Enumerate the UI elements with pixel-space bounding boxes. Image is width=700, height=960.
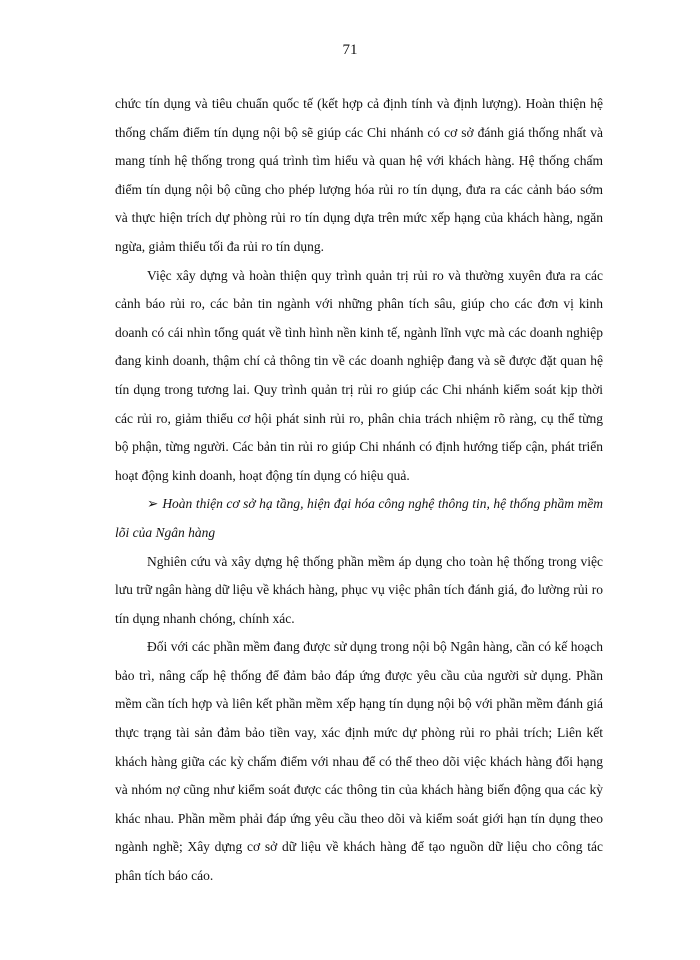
section-heading bbox=[115, 490, 603, 547]
paragraph-3: Nghiên cứu và xây dựng hệ thống phần mềm áp dụng cho toàn hệ thống trong việc lưu trữ ngân hàng dữ liệu về khách hàng, phục vụ việc phân tích đánh giá, đo lường rủi ro tín dụng nhanh chóng, chính xác. bbox=[115, 553, 603, 626]
paragraph-2: Việc xây dựng và hoàn thiện quy trình quản trị rủi ro và thường xuyên đưa ra các cảnh báo rủi ro, các bản tin ngành với những phân tích sâu, giúp cho các đơn vị kinh doanh có cái nhìn tổng quát về tình hình nền kinh tế, ngành lĩnh vực mà các doanh nghiệp đang kinh doanh, thậm chí cả thông tin về các doanh nghiệp đang và sẽ được đặt quan hệ tín dụng trong tương lai. Quy trình quản trị rủi ro giúp các Chi nhánh kiểm soát kịp thời các rủi ro, giảm thiểu cơ hội phát sinh rủi ro, phân chia trách nhiệm rõ ràng, cụ thể từng bộ phận, từng người. Các bản tin rủi ro giúp Chi nhánh có định hướng tiếp cận, phát triển hoạt động kinh doanh, hoạt động tín dụng có hiệu quả. bbox=[115, 267, 603, 483]
page-number: 71 bbox=[342, 42, 358, 58]
paragraph-4: Đối với các phần mềm đang được sử dụng trong nội bộ Ngân hàng, cần có kế hoạch bảo trì, nâng cấp hệ thống để đảm bảo đáp ứng được yêu cầu của người sử dụng. Phần mềm cần tích hợp và liên kết phần mềm xếp hạng tín dụng nội bộ với phần mềm đánh giá thực trạng tài sản đảm bảo tiền vay, xác định mức dự phòng rủi ro phải trích; Liên kết khách hàng giữa các kỳ chấm điểm với nhau để có thể theo dõi việc khách hàng đổi hạng và nhóm nợ cũng như kiểm soát được các thông tin của khách hàng biến động qua các kỳ khác nhau. Phần mềm phải đáp ứng yêu cầu theo dõi và kiểm soát giới hạn tín dụng theo ngành nghề; Xây dựng cơ sở dữ liệu về khách hàng để tạo nguồn dữ liệu cho công tác phân tích báo cáo. bbox=[115, 639, 603, 884]
section-heading-text: Hoàn thiện cơ sở hạ tầng, hiện đại hóa công nghệ thông tin, hệ thống phầm mềm lõi của Ngân hàng bbox=[115, 496, 603, 540]
document-body bbox=[115, 90, 603, 891]
arrow-bullet-icon: ➢ bbox=[147, 496, 159, 512]
paragraph-1: chức tín dụng và tiêu chuẩn quốc tế (kết hợp cả định tính và định lượng). Hoàn thiện hệ thống chấm điểm tín dụng nội bộ sẽ giúp các Chi nhánh có cơ sở đánh giá thống nhất và mang tính hệ thống trong quá trình tìm hiểu và quan hệ với khách hàng. Hệ thống chấm điểm tín dụng nội bộ cũng cho phép lượng hóa rủi ro tín dụng, đưa ra các cảnh báo sớm và thực hiện trích dự phòng rủi ro tín dụng dựa trên mức xếp hạng của khách hàng, ngăn ngừa, giảm thiểu tối đa rủi ro tín dụng. bbox=[115, 96, 603, 254]
